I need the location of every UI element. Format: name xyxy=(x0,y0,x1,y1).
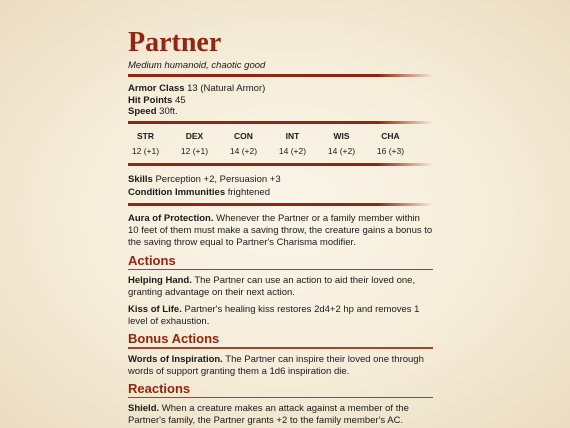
divider xyxy=(128,203,433,206)
ability-name: CON xyxy=(234,130,253,141)
speed-value: 30ft. xyxy=(159,106,178,117)
ability-scores xyxy=(121,130,433,157)
immunities-value: frightened xyxy=(227,186,271,198)
action-name: Kiss of Life. xyxy=(128,304,182,315)
bonus-action-name: Words of Inspiration. xyxy=(128,353,223,365)
ability-name: INT xyxy=(285,130,300,141)
divider xyxy=(128,397,433,399)
armor-class-value: 13 (Natural Armor) xyxy=(187,83,266,94)
actions-heading: Actions xyxy=(128,252,176,268)
stat-block xyxy=(128,28,433,427)
ability-name: CHA xyxy=(381,130,400,141)
trait-text: Whenever the Partner or a family member within 10 feet of them must make a saving throw, the creature gains a bonus to the saving throw equal to Partner's Charisma modifier. xyxy=(128,212,433,248)
ability-dex xyxy=(170,130,219,157)
action-helping-hand xyxy=(128,275,433,299)
armor-class xyxy=(128,83,433,95)
ability-str xyxy=(121,130,170,157)
action-text: The Partner can use an action to aid their loved one, granting advantage on their next action. xyxy=(128,275,416,298)
ability-con xyxy=(219,130,268,157)
reaction-text: When a creature makes an attack against a member of the Partner's family, the Partner grants +2 to the family member's AC. xyxy=(128,403,409,426)
ability-int xyxy=(268,130,317,157)
divider xyxy=(128,347,433,349)
skills-label: Skills xyxy=(128,173,153,185)
hit-points xyxy=(128,95,433,107)
hit-points-value: 45 xyxy=(174,94,186,106)
bonus-actions-heading: Bonus Actions xyxy=(128,331,220,346)
divider xyxy=(128,74,433,77)
ability-name: STR xyxy=(137,130,154,141)
action-text: Partner's healing kiss restores 2d4+2 hp and removes 1 level of exhaustion. xyxy=(128,304,420,327)
ability-value: 12 (+1) xyxy=(180,145,209,156)
hit-points-label: Hit Points xyxy=(128,94,173,106)
trait-name: Aura of Protection. xyxy=(128,212,214,224)
divider xyxy=(128,163,433,166)
ability-value: 14 (+2) xyxy=(278,145,307,156)
ability-name: WIS xyxy=(333,130,350,141)
trait-aura-of-protection xyxy=(128,213,433,249)
armor-class-label: Armor Class xyxy=(128,83,185,94)
ability-value: 16 (+3) xyxy=(376,145,405,156)
ability-value: 12 (+1) xyxy=(131,145,160,156)
reaction-shield xyxy=(128,403,433,427)
creature-name: Partner xyxy=(128,27,222,58)
reactions-heading: Reactions xyxy=(128,380,191,396)
bonus-action-text: The Partner can inspire their loved one through words of support granting them a 1d6 inspiration die. xyxy=(128,353,424,377)
details xyxy=(128,173,433,199)
speed-label: Speed xyxy=(128,106,157,117)
creature-meta: Medium humanoid, chaotic good xyxy=(128,60,266,71)
skills-value: Perception +2, Persuasion +3 xyxy=(155,173,281,185)
core-stats xyxy=(128,83,433,118)
speed xyxy=(128,106,433,118)
action-name: Helping Hand. xyxy=(128,275,192,286)
ability-wis xyxy=(317,130,366,157)
reaction-name: Shield. xyxy=(128,403,160,414)
divider xyxy=(128,269,433,271)
immunities-label: Condition Immunities xyxy=(128,186,226,198)
action-kiss-of-life xyxy=(128,304,433,328)
skills xyxy=(128,173,433,186)
bonus-action-words-of-inspiration xyxy=(128,354,433,378)
ability-cha xyxy=(366,130,415,157)
condition-immunities xyxy=(128,186,433,199)
ability-value: 14 (+2) xyxy=(327,145,356,156)
ability-value: 14 (+2) xyxy=(229,145,258,156)
ability-name: DEX xyxy=(185,130,204,141)
divider xyxy=(128,121,433,124)
